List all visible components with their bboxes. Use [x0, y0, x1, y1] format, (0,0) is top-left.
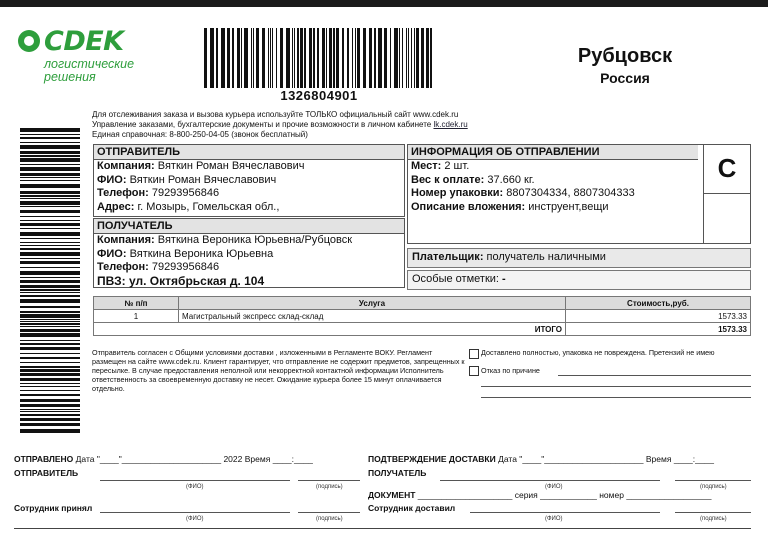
col-service-header: Услуга: [179, 297, 566, 310]
sender-company: Компания: Вяткин Роман Вячеславович: [97, 160, 305, 172]
row-cost: 1573.33: [566, 310, 751, 323]
col-number-header: № п/п: [94, 297, 179, 310]
sender-fio: ФИО: Вяткин Роман Вячеславович: [97, 173, 277, 186]
total-label: ИТОГО: [94, 323, 566, 336]
employee-accepted-label: Сотрудник принял: [14, 503, 93, 513]
row-service: Магистральный экспресс склад-склад: [179, 310, 566, 323]
shipment-pack: Номер упаковки: 8807304334, 8807304333: [411, 187, 635, 199]
destination-country: Россия: [600, 70, 650, 86]
brand-tagline: логистические решения: [44, 57, 135, 84]
document-line: ДОКУМЕНТ ____________________ серия ____________ номер __________________: [368, 490, 712, 500]
info-block: Для отслеживания заказа и вызова курьера используйте ТОЛЬКО официальный сайт www.cdek.ru Управление заказами, бухгалтерские документы и прочие возможности в личном кабинете lk.cdek.ru Единая справочная: 8-800-250-04-05 (звонок бесплатный): [92, 110, 468, 139]
recipient-pvz: ПВЗ: ул. Октябрьская д. 104: [97, 273, 265, 288]
total-value: 1573.33: [566, 323, 751, 336]
cabinet-link[interactable]: lk.cdek.ru: [433, 120, 468, 129]
shipment-places: Мест: 2 шт.: [411, 160, 470, 172]
table-total-row: [94, 323, 751, 336]
shipment-weight: Вес к оплате: 37.660 кг.: [411, 173, 535, 186]
table-header-row: [94, 297, 751, 310]
row-number: 1: [94, 310, 179, 323]
sender-phone: Телефон: 79293956846: [97, 187, 220, 199]
sender-signature-label: ОТПРАВИТЕЛЬ: [14, 468, 79, 478]
delivery-confirm-line: ПОДТВЕРЖДЕНИЕ ДОСТАВКИ Дата "____"_____________________ Время ____:____: [368, 454, 715, 464]
side-barcode-image: [20, 128, 80, 438]
agreement-text: Отправитель согласен с Общими условиями доставки , изложенными в Регламенте ВОКУ. Регламент размещен на сайте www.cdek.ru. Клиент гарантирует, что отправление не содержит предметов, запрещенных к пересылке. В случае предоставления неполной или некорректной контактной информации Исполнитель ответственность за своевременную доставку не несет. Ожидание курьера более 15 минут оплачивается отдельно.: [92, 348, 465, 393]
delivered-label: Доставлено полностью, упаковка не повреждена. Претензий не имею: [481, 348, 715, 357]
sender-title: ОТПРАВИТЕЛЬ: [94, 145, 404, 160]
sender-box: [93, 144, 405, 217]
cdek-logo-icon: [18, 30, 40, 52]
table-row: [94, 310, 751, 323]
sent-line: ОТПРАВЛЕНО Дата "____"_____________________ 2022 Время ____:____: [14, 454, 313, 464]
empty-code-cell: [703, 193, 751, 244]
employee-delivered-label: Сотрудник доставил: [368, 503, 456, 513]
brand-name: CDEK: [44, 26, 124, 57]
sender-address: Адрес: г. Мозырь, Гомельская обл.,: [97, 200, 280, 213]
refusal-label: Отказ по причине: [481, 366, 540, 375]
delivered-checkbox[interactable]: [469, 349, 479, 359]
services-table: [93, 296, 751, 336]
destination-city: Рубцовск: [577, 45, 673, 67]
recipient-box: [93, 218, 405, 288]
zone-code-cell: [703, 144, 751, 194]
recipient-company: Компания: Вяткина Вероника Юрьевна/Рубцовск: [97, 234, 353, 246]
shipment-box: [407, 144, 751, 244]
col-cost-header: Стоимость,руб.: [566, 297, 751, 310]
top-edge: [0, 0, 768, 7]
recipient-title: ПОЛУЧАТЕЛЬ: [94, 219, 404, 234]
shipment-title: ИНФОРМАЦИЯ ОБ ОТПРАВЛЕНИИ: [408, 145, 698, 160]
recipient-fio: ФИО: Вяткина Вероника Юрьевна: [97, 247, 274, 260]
refusal-checkbox[interactable]: [469, 366, 479, 376]
barcode-image: [204, 28, 434, 88]
bottom-rule: [14, 528, 751, 529]
special-marks-row: Особые отметки: -: [407, 270, 751, 290]
shipment-desc: Описание вложения: инструент,вещи: [411, 200, 609, 213]
recipient-phone: Телефон: 79293956846: [97, 261, 220, 273]
recipient-signature-label: ПОЛУЧАТЕЛЬ: [368, 468, 427, 478]
payer-row: Плательщик: получатель наличными: [407, 248, 751, 268]
barcode-number: 1326804901: [280, 88, 358, 103]
zone-code-letter: С: [717, 153, 737, 183]
